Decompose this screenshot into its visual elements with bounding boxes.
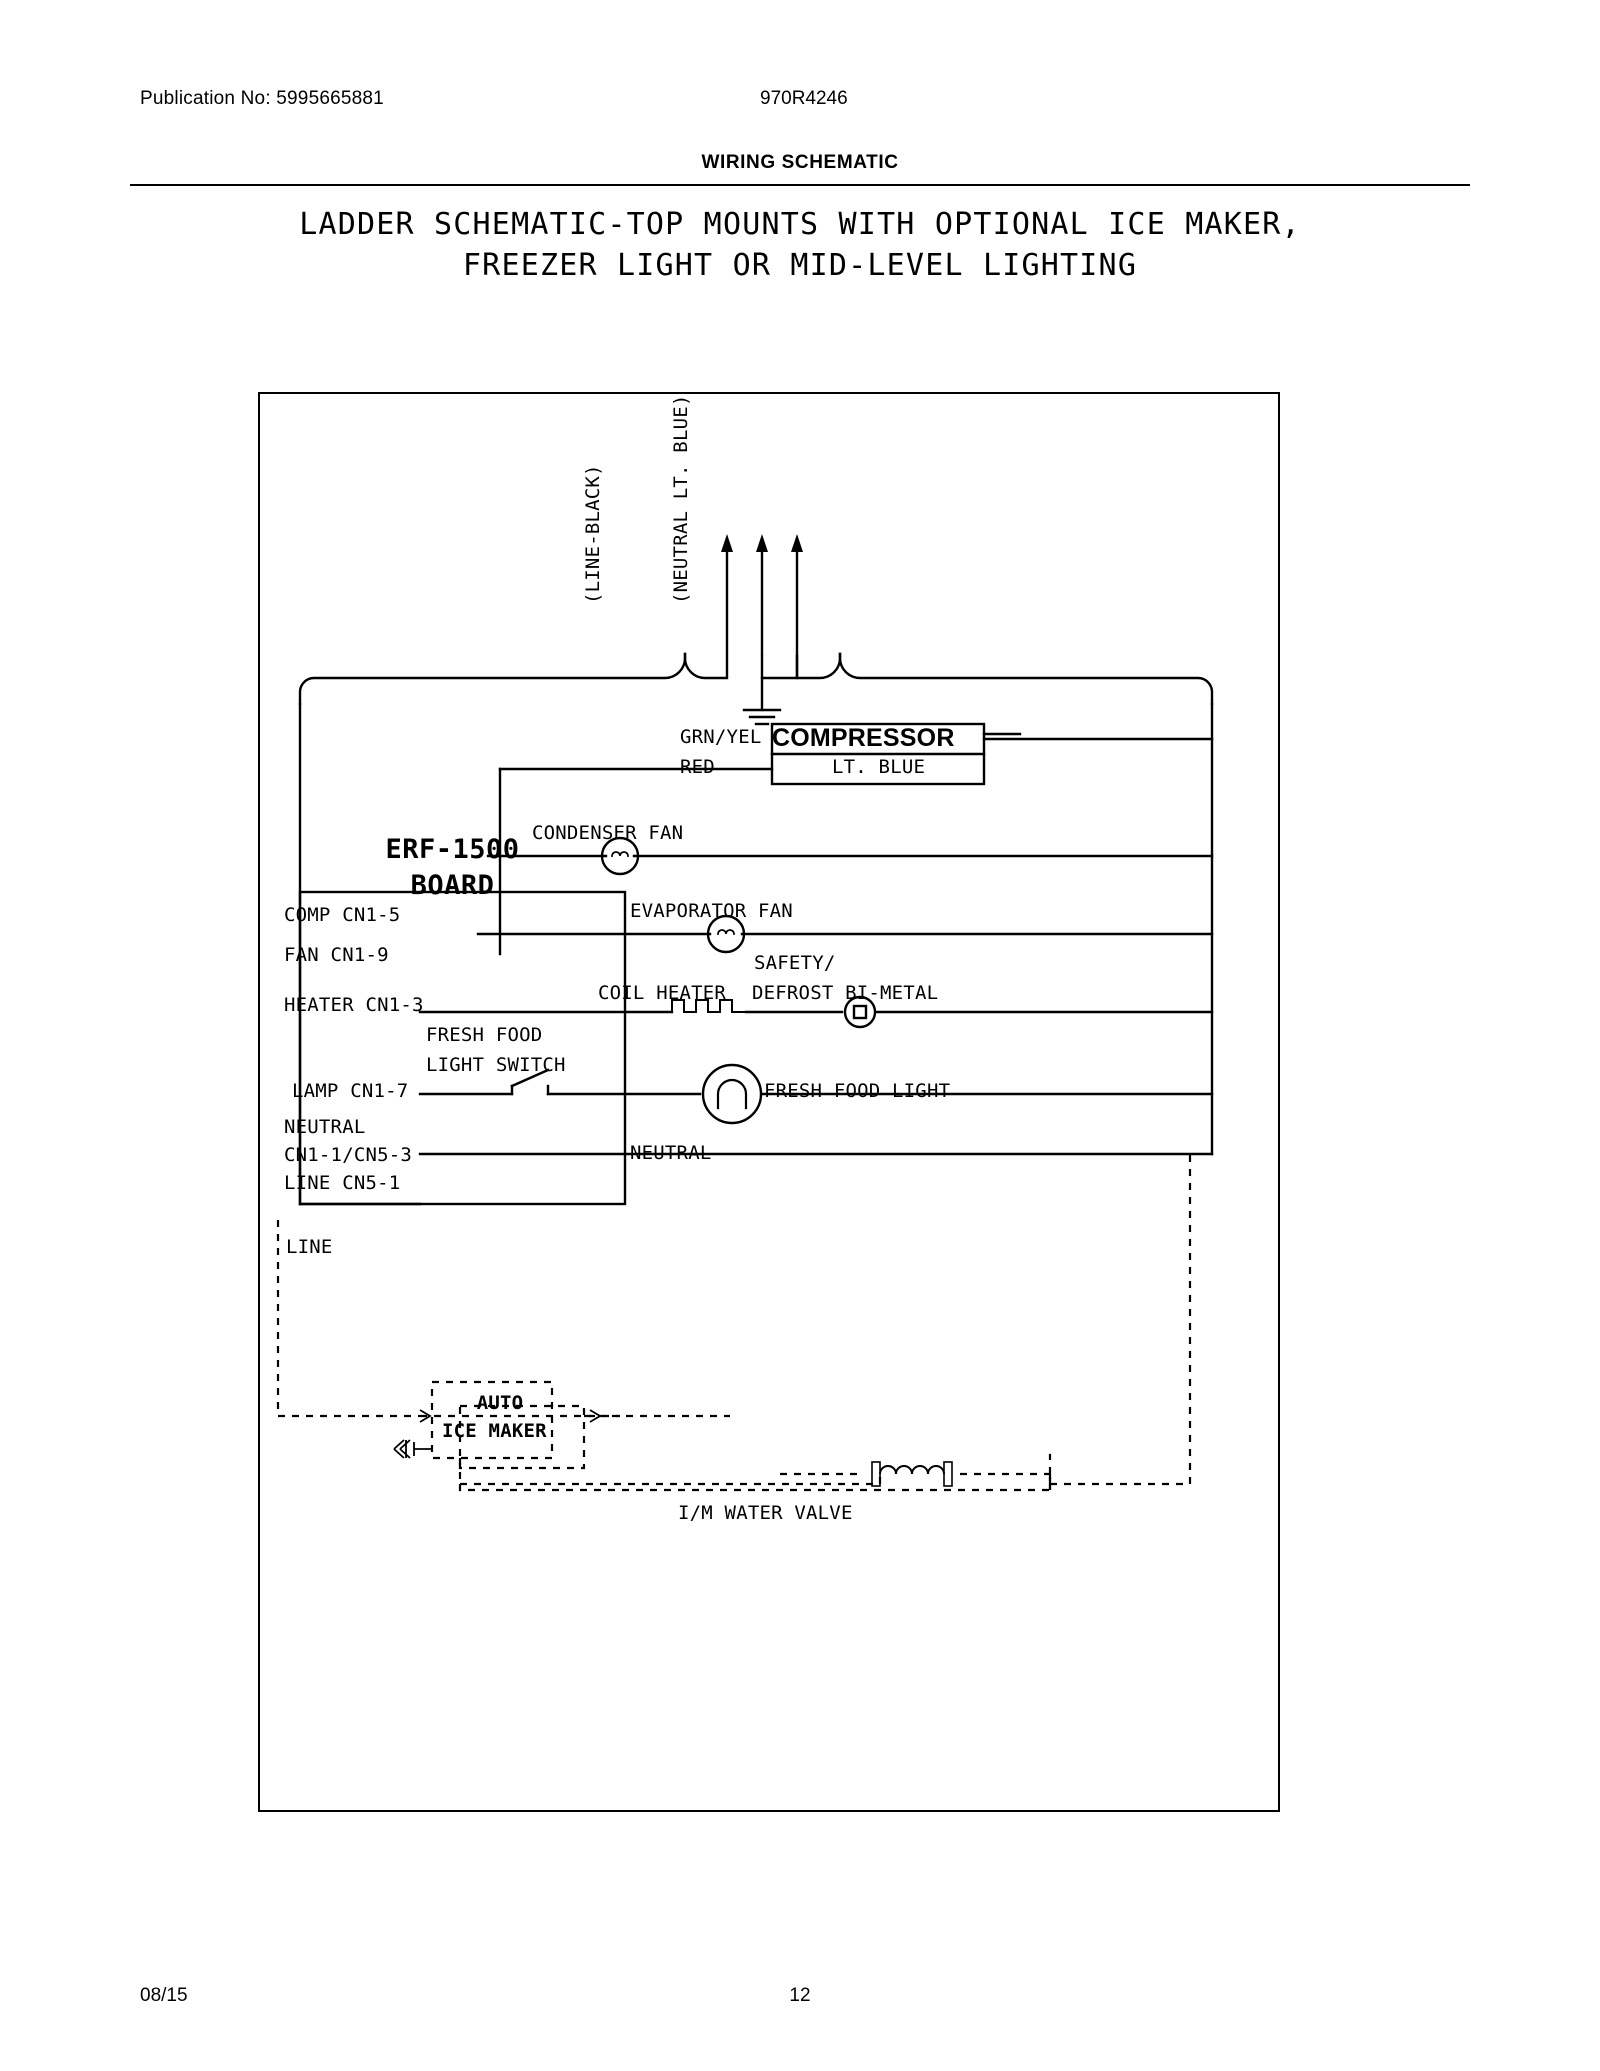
document-kind-heading: WIRING SCHEMATIC xyxy=(701,152,899,173)
header-divider xyxy=(130,184,1470,186)
page-title-line1: LADDER SCHEMATIC-TOP MOUNTS WITH OPTIONAL ICE MAKER, xyxy=(299,207,1301,242)
footer-date: 08/15 xyxy=(140,1985,188,2006)
board-terminal-lamp: LAMP CN1-7 xyxy=(292,1080,409,1102)
board-terminal-comp: COMP CN1-5 xyxy=(284,904,401,926)
board-name-line2: BOARD xyxy=(410,870,495,901)
line-label: LINE xyxy=(286,1236,333,1258)
board-terminal-line: LINE CN5-1 xyxy=(284,1172,401,1194)
fresh-food-light-label: FRESH FOOD LIGHT xyxy=(764,1080,951,1102)
safety-bimetal-label-line2: DEFROST BI-METAL xyxy=(752,982,939,1004)
auto-ice-maker-label-line2: ICE MAKER xyxy=(442,1420,547,1442)
schematic-drawing xyxy=(260,394,1278,1810)
im-water-valve-label: I/M WATER VALVE xyxy=(678,1502,853,1524)
neutral-ltblue-label: (NEUTRAL LT. BLUE) xyxy=(670,394,692,604)
model-number: 970R4246 xyxy=(760,88,848,109)
evaporator-fan-label: EVAPORATOR FAN xyxy=(630,900,793,922)
board-terminal-fan: FAN CN1-9 xyxy=(284,944,389,966)
page-title-line2: FREEZER LIGHT OR MID-LEVEL LIGHTING xyxy=(462,247,1138,283)
compressor-grn-yel-label: GRN/YEL xyxy=(680,726,762,748)
page-title xyxy=(0,205,1600,286)
safety-bimetal-label-line1: SAFETY/ xyxy=(754,952,836,974)
board-terminal-neutral: NEUTRAL xyxy=(284,1116,366,1138)
compressor-red-label: RED xyxy=(680,756,715,778)
board-terminal-heater: HEATER CN1-3 xyxy=(284,994,424,1016)
board-name-line1: ERF-1500 xyxy=(385,834,520,865)
publication-number: Publication No: 5995665881 xyxy=(140,88,384,109)
condenser-fan-label: CONDENSER FAN xyxy=(532,822,684,844)
ff-light-switch-label-line1: FRESH FOOD xyxy=(426,1024,543,1046)
ff-light-switch-label-line2: LIGHT SWITCH xyxy=(426,1054,566,1076)
compressor-title: COMPRESSOR xyxy=(772,724,955,752)
coil-heater-label: COIL HEATER xyxy=(598,982,727,1004)
footer-page-number: 12 xyxy=(789,1985,811,2006)
line-black-label: (LINE-BLACK) xyxy=(582,464,604,604)
wiring-schematic-diagram xyxy=(258,392,1280,1812)
compressor-lt-blue-label: LT. BLUE xyxy=(832,756,926,778)
board-terminal-neutral-pins: CN1-1/CN5-3 xyxy=(284,1144,413,1166)
auto-ice-maker-label-line1: AUTO xyxy=(476,1392,524,1414)
neutral-label: NEUTRAL xyxy=(630,1142,712,1164)
